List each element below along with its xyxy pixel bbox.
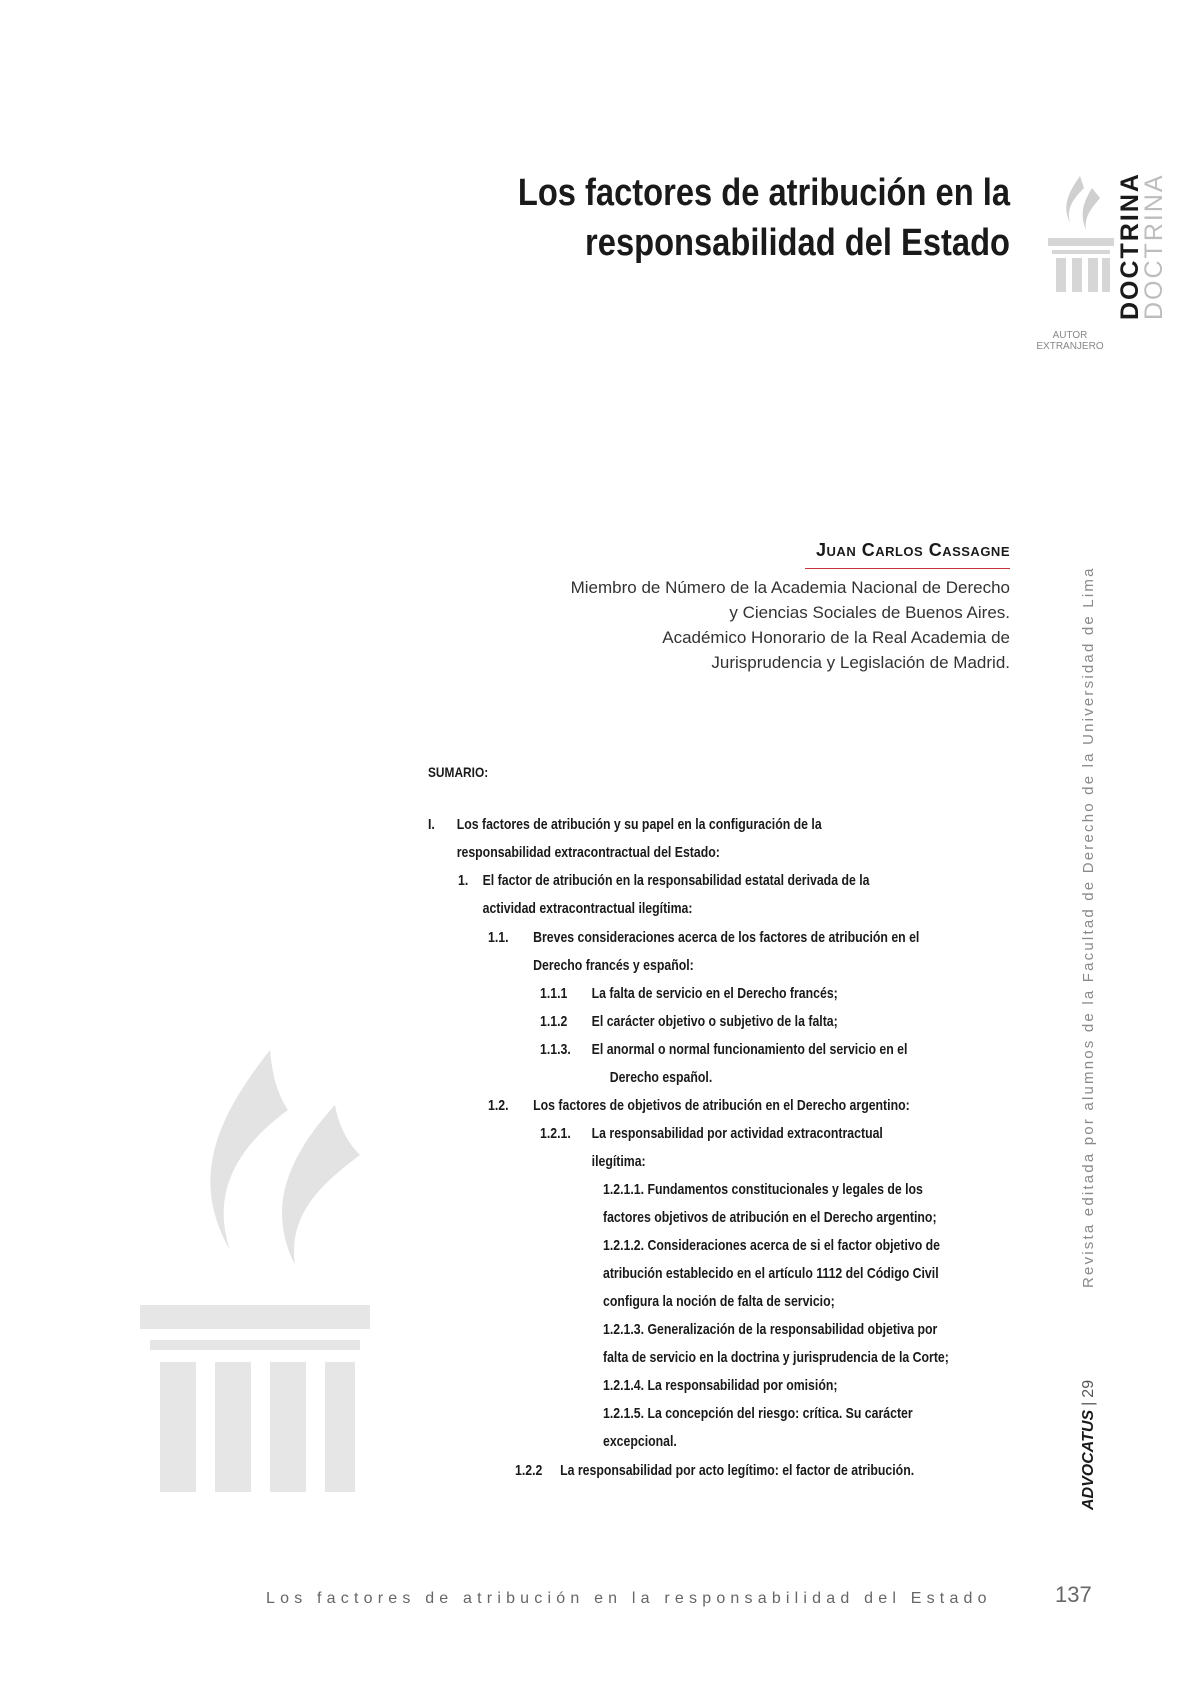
section-sublabel-line-2: EXTRANJERO xyxy=(1036,341,1104,352)
running-footer-title: Los factores de atribución en la responsabilidad del Estado xyxy=(266,1590,992,1607)
article-title-line-1: Los factores de atribución en la xyxy=(517,172,1010,214)
summary-item-text: responsabilidad extracontractual del Estado: xyxy=(456,844,720,861)
author-name: Juan Carlos Cassagne xyxy=(816,540,1010,560)
summary-item-number: 1.1.3. xyxy=(540,1041,571,1058)
author-divider xyxy=(805,568,1010,569)
journal-name: ADVOCATUS xyxy=(1080,1409,1097,1510)
issue-number: 29 xyxy=(1080,1379,1097,1398)
affiliation-line: Jurisprudencia y Legislación de Madrid. xyxy=(711,653,1010,672)
summary-item-text: 1.2.1.3. Generalización de la responsabilidad objetiva por xyxy=(603,1321,938,1338)
torch-logo-icon xyxy=(1040,168,1120,298)
summary-item-text: factores objetivos de atribución en el Derecho argentino; xyxy=(603,1209,937,1226)
summary-item-text: La falta de servicio en el Derecho francés; xyxy=(591,985,838,1002)
summary-item-text: Breves consideraciones acerca de los factores de atribución en el xyxy=(533,929,920,946)
summary-item-number: 1.1.1 xyxy=(540,985,568,1002)
summary-item-number: 1. xyxy=(458,872,469,889)
watermark-torch-icon xyxy=(120,1050,390,1500)
journal-separator: | xyxy=(1080,1401,1097,1406)
summary-item-text: 1.2.1.1. Fundamentos constitucionales y legales de los xyxy=(603,1181,923,1198)
summary-item-number: 1.1. xyxy=(488,929,509,946)
summary-item-text: 1.2.1.4. La responsabilidad por omisión; xyxy=(603,1377,838,1394)
article-title-line-2: responsabilidad del Estado xyxy=(585,222,1010,264)
summary-item-text: 1.2.1.2. Consideraciones acerca de si el factor objetivo de xyxy=(603,1237,941,1254)
journal-issue xyxy=(1080,1380,1098,1510)
summary-item-number: 1.2.2 xyxy=(515,1462,543,1479)
summary-item-number: I. xyxy=(428,816,435,833)
author-affiliation xyxy=(450,575,1010,675)
summary-item-text: configura la noción de falta de servicio; xyxy=(603,1293,835,1310)
section-label: DOCTRINA xyxy=(1116,172,1144,320)
summary-item-text: atribución establecido en el artículo 1112 del Código Civil xyxy=(603,1265,939,1282)
section-sublabel-line-1: AUTOR xyxy=(1052,330,1088,341)
section-sublabel xyxy=(1020,330,1120,352)
summary-heading: SUMARIO: xyxy=(428,764,489,780)
summary-item-text: El anormal o normal funcionamiento del servicio en el xyxy=(591,1041,908,1058)
summary-item-text: 1.2.1.5. La concepción del riesgo: crítica. Su carácter xyxy=(603,1405,913,1422)
summary-item-text: Derecho español. xyxy=(609,1069,713,1086)
summary-item-text: ilegítima: xyxy=(591,1153,646,1170)
summary-item-number: 1.2. xyxy=(488,1097,509,1114)
summary-item-number: 1.1.2 xyxy=(540,1013,568,1030)
summary-item-text: El carácter objetivo o subjetivo de la falta; xyxy=(591,1013,838,1030)
summary-item-text: Derecho francés y español: xyxy=(533,957,694,974)
summary-item-text: Los factores de atribución y su papel en la configuración de la xyxy=(456,816,822,833)
summary-item-text: La responsabilidad por acto legítimo: el factor de atribución. xyxy=(560,1462,915,1479)
summary-item-text: La responsabilidad por actividad extracontractual xyxy=(591,1125,883,1142)
summary-item-text: excepcional. xyxy=(603,1433,677,1450)
section-label-echo: DOCTRINA xyxy=(1140,173,1168,320)
article-title xyxy=(477,168,1010,268)
affiliation-line: Miembro de Número de la Academia Nacional de Derecho xyxy=(570,578,1010,597)
summary-item-text: falta de servicio en la doctrina y jurisprudencia de la Corte; xyxy=(603,1349,949,1366)
summary-item-text: actividad extracontractual ilegítima: xyxy=(482,900,693,917)
summary-item-text: Los factores de objetivos de atribución en el Derecho argentino: xyxy=(533,1097,910,1114)
affiliation-line: y Ciencias Sociales de Buenos Aires. xyxy=(729,603,1010,622)
summary-item-number: 1.2.1. xyxy=(540,1125,571,1142)
summary-item-text: El factor de atribución en la responsabilidad estatal derivada de la xyxy=(482,872,870,889)
page-number: 137 xyxy=(1055,1582,1092,1607)
affiliation-line: Académico Honorario de la Real Academia de xyxy=(662,628,1010,647)
journal-note: Revista editada por alumnos de la Facultad de Derecho de la Universidad de Lima xyxy=(1080,566,1097,1288)
